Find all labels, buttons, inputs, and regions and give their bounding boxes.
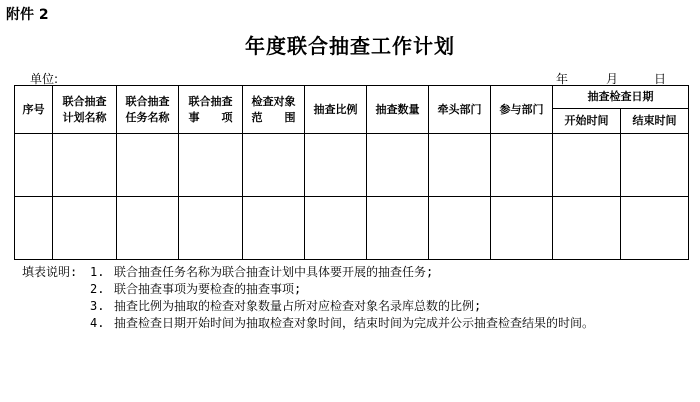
header-ratio: 抽查比例: [305, 86, 367, 134]
note-item: 2. 联合抽查事项为要检查的抽查事项;: [90, 282, 302, 296]
header-partner-dept: 参与部门: [491, 86, 553, 134]
month-label: 月: [606, 72, 619, 86]
fill-instructions: [22, 264, 594, 332]
header-scope: 检查对象 范 围: [243, 86, 305, 134]
note-item: 3. 抽查比例为抽取的检查对象数量占所对应检查对象名录库总数的比例;: [90, 299, 482, 313]
table-cell[interactable]: [491, 197, 553, 260]
annex-label: 附件 2: [6, 7, 49, 23]
header-end-time: 结束时间: [621, 109, 689, 134]
header-date-group: 抽查检查日期: [553, 86, 689, 109]
table-cell[interactable]: [179, 197, 243, 260]
unit-label: 单位:: [30, 72, 59, 86]
day-label: 日: [654, 72, 667, 86]
table-cell[interactable]: [491, 134, 553, 197]
table-cell[interactable]: [553, 197, 621, 260]
table-cell[interactable]: [621, 197, 689, 260]
table-cell[interactable]: [117, 134, 179, 197]
table-cell[interactable]: [367, 134, 429, 197]
table-row: [15, 134, 689, 197]
table-cell[interactable]: [53, 134, 117, 197]
table-body: [15, 134, 689, 260]
note-item: 填表说明: 1. 联合抽查任务名称为联合抽查计划中具体要开展的抽查任务;: [22, 265, 434, 279]
table-cell[interactable]: [15, 197, 53, 260]
year-label: 年: [556, 72, 569, 86]
header-plan-name: 联合抽查 计划名称: [53, 86, 117, 134]
table-cell[interactable]: [305, 197, 367, 260]
page-title: 年度联合抽查工作计划: [245, 34, 455, 58]
plan-table: [14, 85, 689, 260]
table-row: [15, 197, 689, 260]
header-items: 联合抽查 事 项: [179, 86, 243, 134]
table-cell[interactable]: [243, 197, 305, 260]
header-seq: 序号: [15, 86, 53, 134]
table-cell[interactable]: [53, 197, 117, 260]
header-task-name: 联合抽查 任务名称: [117, 86, 179, 134]
header-start-time: 开始时间: [553, 109, 621, 134]
notes-label: 填表说明:: [22, 265, 78, 279]
table-cell[interactable]: [117, 197, 179, 260]
table-cell[interactable]: [429, 134, 491, 197]
table-cell[interactable]: [305, 134, 367, 197]
header-lead-dept: 牵头部门: [429, 86, 491, 134]
table-cell[interactable]: [621, 134, 689, 197]
header-quantity: 抽查数量: [367, 86, 429, 134]
table-cell[interactable]: [429, 197, 491, 260]
table-cell[interactable]: [179, 134, 243, 197]
table-cell[interactable]: [553, 134, 621, 197]
table-cell[interactable]: [243, 134, 305, 197]
table-cell[interactable]: [367, 197, 429, 260]
table-cell[interactable]: [15, 134, 53, 197]
note-item: 4. 抽查检查日期开始时间为抽取检查对象时间，结束时间为完成并公示抽查检查结果的时间。: [90, 316, 595, 330]
